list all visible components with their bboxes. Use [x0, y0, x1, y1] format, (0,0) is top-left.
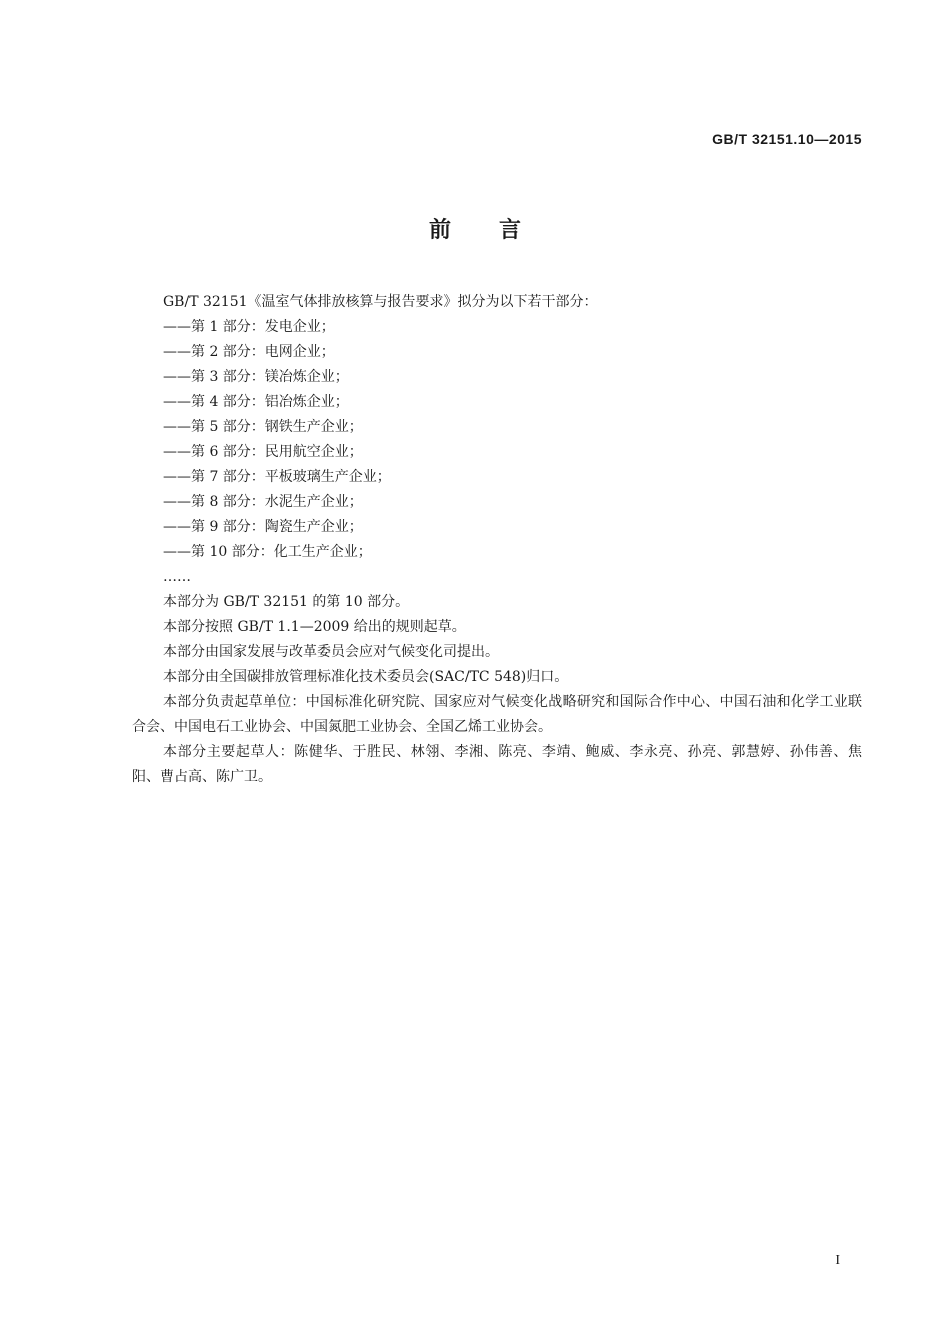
statement-drafters: 本部分主要起草人：陈健华、于胜民、林翎、李湘、陈亮、李靖、鲍威、李永亮、孙亮、郭慧婷、孙伟善、焦阳、曹占高、陈广卫。 [132, 744, 862, 785]
document-code: GB/T 32151.10—2015 [712, 131, 862, 147]
list-item: ——第 7 部分：平板玻璃生产企业； [163, 469, 391, 485]
statement-part-number: 本部分为 GB/T 32151 的第 10 部分。 [163, 594, 410, 610]
statement-drafting-rules: 本部分按照 GB/T 1.1—2009 给出的规则起草。 [163, 619, 466, 635]
list-item: ——第 9 部分：陶瓷生产企业； [163, 519, 363, 535]
list-item: ——第 10 部分：化工生产企业； [163, 544, 372, 560]
page-title: 前言 [428, 218, 569, 243]
list-item: ——第 3 部分：镁冶炼企业； [163, 369, 349, 385]
list-item: ——第 2 部分：电网企业； [163, 344, 335, 360]
statement-technical-committee: 本部分由全国碳排放管理标准化技术委员会(SAC/TC 548)归口。 [163, 669, 569, 685]
list-item: ——第 1 部分：发电企业； [163, 319, 335, 335]
list-item: ——第 6 部分：民用航空企业； [163, 444, 363, 460]
list-item: ——第 8 部分：水泥生产企业； [163, 494, 363, 510]
preface-body [132, 290, 862, 790]
list-item: ——第 5 部分：钢铁生产企业； [163, 419, 363, 435]
statement-proposer: 本部分由国家发展与改革委员会应对气候变化司提出。 [163, 644, 499, 660]
page-number: I [835, 1253, 840, 1268]
list-item: ——第 4 部分：铝冶炼企业； [163, 394, 349, 410]
statement-drafting-units: 本部分负责起草单位：中国标准化研究院、国家应对气候变化战略研究和国际合作中心、中国石油和化学工业联合会、中国电石工业协会、中国氮肥工业协会、全国乙烯工业协会。 [132, 694, 862, 735]
parts-list [132, 315, 862, 565]
intro-paragraph: GB/T 32151《温室气体排放核算与报告要求》拟分为以下若干部分： [163, 294, 598, 310]
list-ellipsis: …… [163, 569, 191, 585]
